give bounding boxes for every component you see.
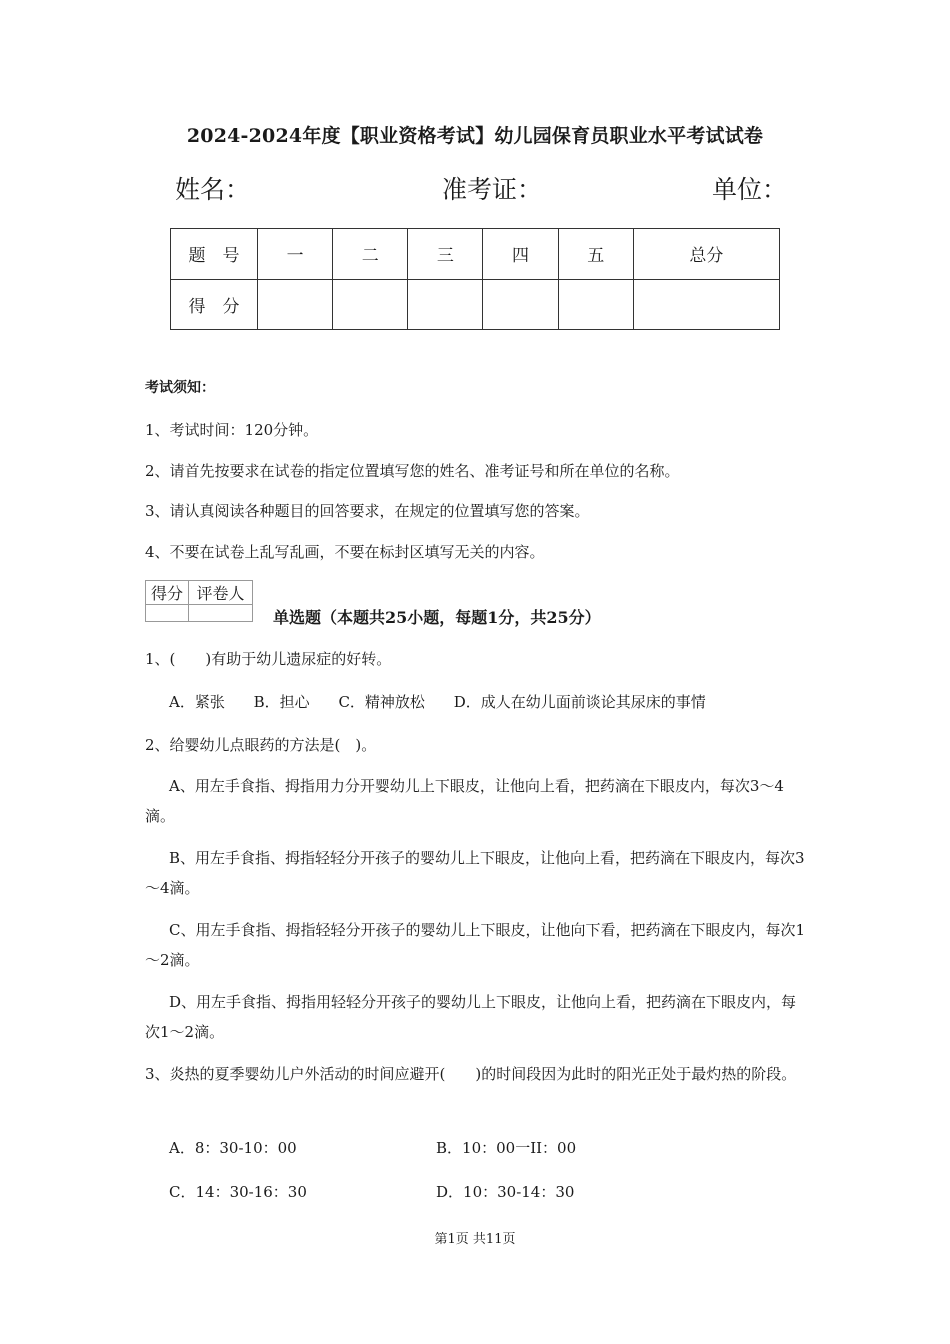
score-table-header-row <box>171 229 780 280</box>
section-4-score-cell <box>483 279 558 330</box>
section-5-header: 五 <box>558 229 633 280</box>
question-3-option-d: D．10：30-14：30 <box>436 1183 575 1201</box>
question-2-option-b: B、用左手食指、拇指轻轻分开孩子的婴幼儿上下眼皮，让他向上看，把药滴在下眼皮内，每次3～4滴。 <box>145 849 805 897</box>
question-2-option-a: A、用左手食指、拇指用力分开婴幼儿上下眼皮，让他向上看，把药滴在下眼皮内，每次3～4滴。 <box>145 777 784 825</box>
section-title: 单选题（本题共25小题，每题1分，共25分） <box>273 608 601 627</box>
score-table-score-row <box>171 279 780 330</box>
question-2-stem: 2、给婴幼儿点眼药的方法是( )。 <box>145 736 377 754</box>
question-2-option-d: D、用左手食指、拇指用轻轻分开孩子的婴幼儿上下眼皮，让他向上看，把药滴在下眼皮内，每次1～2滴。 <box>145 993 797 1041</box>
section-3-score-cell <box>408 279 483 330</box>
score-table <box>170 228 780 330</box>
total-score-cell <box>633 279 779 330</box>
question-1-stem: 1、( )有助于幼儿遗尿症的好转。 <box>145 650 392 668</box>
name-field-label: 姓名： <box>175 175 251 204</box>
grader-box <box>145 580 253 622</box>
section-4-header: 四 <box>483 229 558 280</box>
page-footer: 第1页 共11页 <box>434 1232 516 1247</box>
notice-title: 考试须知： <box>145 380 215 396</box>
section-5-score-cell <box>558 279 633 330</box>
question-1-option-c: C．精神放松 <box>338 693 425 711</box>
unit-field-label: 单位： <box>712 175 788 204</box>
notice-item-4: 4、不要在试卷上乱写乱画，不要在标封区填写无关的内容。 <box>145 543 545 561</box>
grader-reviewer-cell <box>189 605 253 622</box>
question-1-option-d: D．成人在幼儿面前谈论其尿床的事情 <box>453 693 706 711</box>
notice-item-1: 1、考试时间：120分钟。 <box>145 421 319 439</box>
section-1-score-cell <box>258 279 333 330</box>
question-number-label: 题 号 <box>171 229 258 280</box>
page-title: 2024-2024年度【职业资格考试】幼儿园保育员职业水平考试试卷 <box>186 125 764 147</box>
section-1-header: 一 <box>258 229 333 280</box>
grader-score-label: 得分 <box>146 581 189 605</box>
notice-item-3: 3、请认真阅读各种题目的回答要求，在规定的位置填写您的答案。 <box>145 502 590 520</box>
grader-reviewer-label: 评卷人 <box>189 581 253 605</box>
question-1-option-a: A．紧张 <box>169 693 225 711</box>
notice-item-2: 2、请首先按要求在试卷的指定位置填写您的姓名、准考证号和所在单位的名称。 <box>145 462 680 480</box>
total-header: 总分 <box>633 229 779 280</box>
grader-score-cell <box>146 605 189 622</box>
section-3-header: 三 <box>408 229 483 280</box>
question-3-stem: 3、炎热的夏季婴幼儿户外活动的时间应避开( )的时间段因为此时的阳光正处于最灼热的阶段。 <box>145 1065 797 1083</box>
section-2-header: 二 <box>333 229 408 280</box>
question-1-options <box>169 691 730 712</box>
candidate-fields <box>0 170 950 204</box>
question-1-option-b: B．担心 <box>253 693 310 711</box>
score-label: 得 分 <box>171 279 258 330</box>
section-2-score-cell <box>333 279 408 330</box>
question-2-option-c: C、用左手食指、拇指轻轻分开孩子的婴幼儿上下眼皮，让他向下看，把药滴在下眼皮内，每次1～2滴。 <box>145 921 806 969</box>
question-3-option-c: C．14：30-16：30 <box>169 1183 307 1201</box>
exam-id-field-label: 准考证： <box>442 175 543 204</box>
question-3-option-b: B．10：00一II：00 <box>436 1139 577 1157</box>
question-3-option-a: A．8：30-10：00 <box>169 1139 297 1157</box>
